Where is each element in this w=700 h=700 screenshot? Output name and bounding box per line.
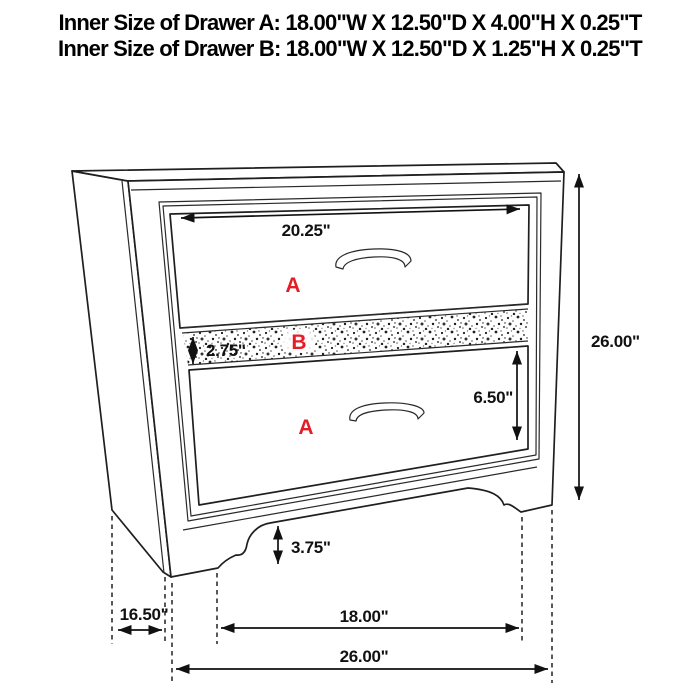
dimension-leg-height [278,526,331,564]
dimension-label-26-00-right: 26.00" [591,332,640,351]
dimension-overall-width-bottom [176,647,548,669]
drawer-label-a-bottom: A [298,416,314,439]
dimension-side-depth [118,605,168,630]
drawer-b-size-text: Inner Size of Drawer B: 18.00"W X 12.50"D X 1.25"H X 0.25"T [58,36,642,61]
dimension-overall-height [579,174,640,500]
drawer-label-a-top: A [285,274,301,297]
drawer-a-size-text: Inner Size of Drawer A: 18.00"W X 12.50"D X 4.00"H X 0.25"T [58,10,642,35]
drawer-label-b: B [291,331,307,354]
dimension-label-6-50: 6.50" [473,388,513,407]
dimension-label-3-75: 3.75" [291,538,331,557]
dimension-label-20-25: 20.25" [281,221,331,240]
dimension-label-26-00-bottom: 26.00" [339,647,389,666]
dimension-label-2-75: 2.75" [206,341,246,360]
dimension-inner-width-bottom [221,607,519,628]
dimension-label-16-50: 16.50" [119,605,169,624]
dimension-label-18-00: 18.00" [339,607,389,626]
